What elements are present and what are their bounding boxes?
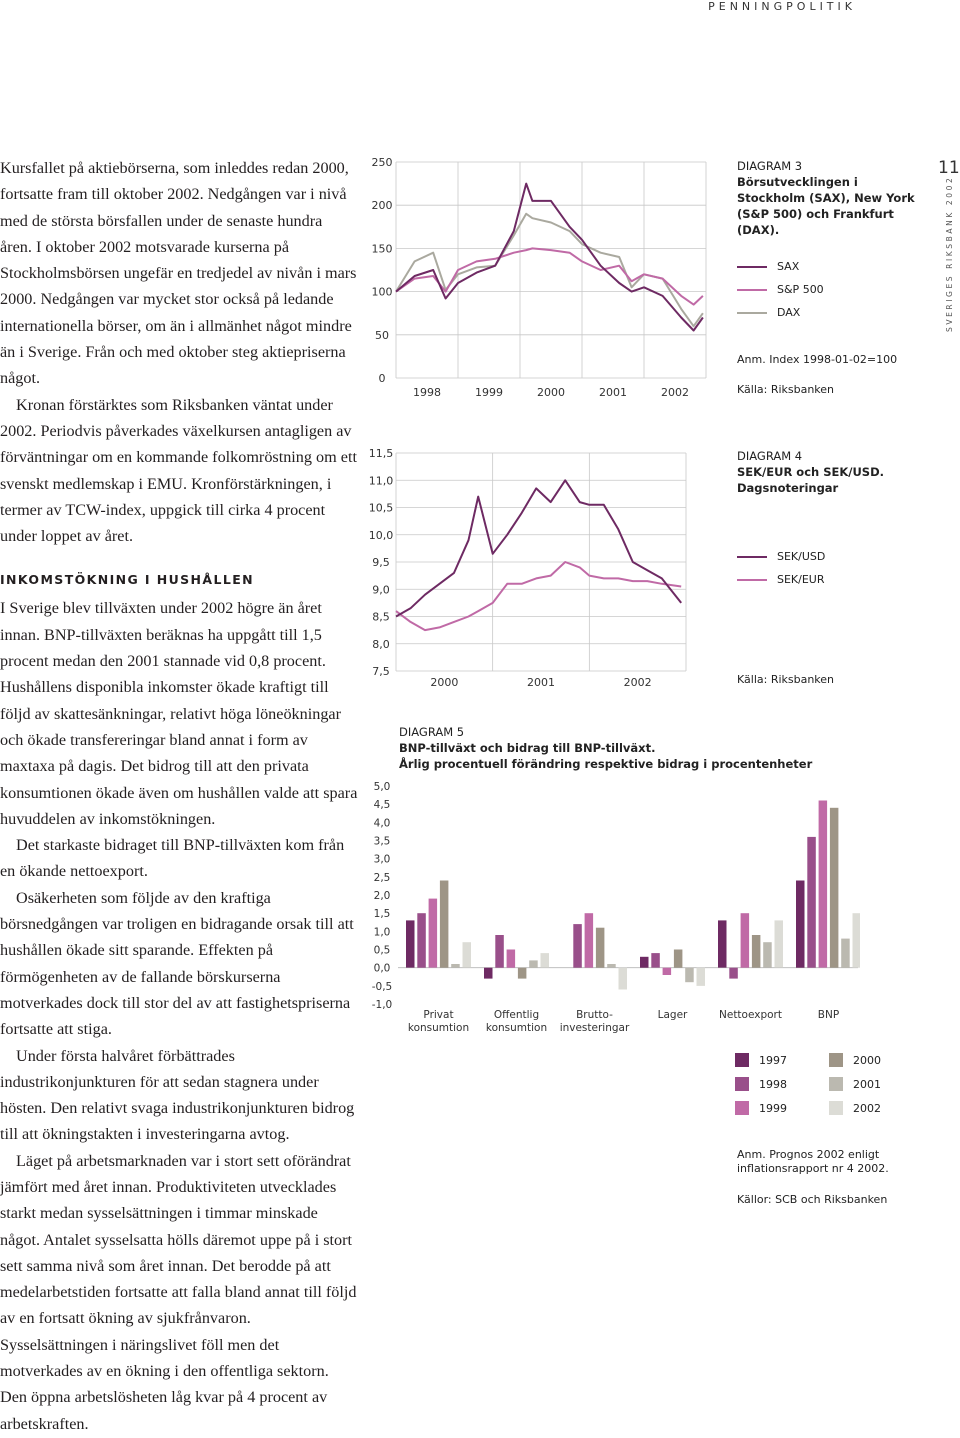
y-tick-label: 4,0 bbox=[373, 817, 391, 830]
y-tick-label: 250 bbox=[371, 156, 393, 169]
legend-label: S&P 500 bbox=[777, 283, 824, 296]
bar-1999 bbox=[819, 801, 828, 968]
diagram3-label: DIAGRAM 3 bbox=[737, 159, 803, 173]
category-label: konsumtion bbox=[485, 1022, 548, 1034]
diagram3-caption bbox=[737, 158, 922, 238]
y-tick-label: 10,0 bbox=[368, 528, 394, 542]
y-tick-label: 2,0 bbox=[373, 890, 391, 902]
category-label: Brutto- bbox=[576, 1009, 613, 1021]
page-number: 11 bbox=[938, 158, 960, 178]
y-tick-label: 0,0 bbox=[373, 962, 391, 975]
y-tick-label: 9,0 bbox=[372, 583, 390, 597]
series-line-sekusd bbox=[396, 480, 681, 616]
diagram4-legend bbox=[737, 545, 825, 591]
bar-1997 bbox=[406, 920, 415, 967]
y-tick-label: 9,5 bbox=[372, 556, 390, 569]
legend-item-sax bbox=[737, 255, 824, 278]
paragraph-7: Läget på arbetsmarknaden var i stort sett oförändrat jämfört med året innan. Produktiviteten utvecklades starkt medan sysselsättningen i timmar minskade något. Antalet sysselsatta hölls däremot uppe på i stort sett samma nivå som året innan. Det berodde på att medelarbetstiden fortsatte att falla bland annat till följd av en fortsatt ökning av sjukfrånvaron. Sysselsättningen i näringslivet föll men det motverkades av en ökning i den offentliga sektorn. Den öppna arbetslösheten låg kvar på 4 procent av arbetskraften. bbox=[0, 1151, 357, 1433]
y-tick-label: 8,5 bbox=[372, 610, 390, 624]
bar-2001 bbox=[529, 960, 538, 967]
y-tick-label: 3,5 bbox=[373, 835, 391, 848]
legend-item-1997 bbox=[735, 1053, 787, 1067]
bar-2000 bbox=[752, 935, 761, 968]
diagram4-chart bbox=[360, 445, 720, 693]
bar-2001 bbox=[763, 942, 772, 967]
x-tick-label: 1998 bbox=[413, 386, 441, 399]
bar-2002 bbox=[853, 913, 861, 968]
bar-1998 bbox=[417, 913, 426, 968]
bar-2002 bbox=[775, 920, 784, 967]
paragraph-5: Osäkerheten som följde av den kraftiga börsnedgången var troligen en bidragande orsak till att hushållen ökade sitt sparande. Effekten på förmögenheten av de fallande börskurserna motverkades dock till stor del av att fastighetspriserna fortsatte att stiga. bbox=[0, 888, 354, 1039]
legend-item-sekusd bbox=[737, 545, 825, 568]
category-label: investeringar bbox=[559, 1022, 630, 1034]
y-tick-label: 8,0 bbox=[372, 637, 390, 651]
diagram5-subtitle: Årlig procentuell förändring respektive bidrag i procentenheter bbox=[399, 757, 813, 771]
legend-swatch bbox=[737, 556, 767, 558]
diagram3-chart bbox=[360, 150, 720, 406]
diagram3-note: Anm. Index 1998-01-02=100 bbox=[737, 353, 898, 366]
x-tick-label: 2001 bbox=[599, 386, 627, 399]
legend-label: 1999 bbox=[759, 1101, 787, 1115]
y-tick-label: 1,5 bbox=[373, 908, 391, 921]
bar-1997 bbox=[484, 968, 493, 979]
x-tick-label: 2001 bbox=[527, 676, 555, 689]
category-label: BNP bbox=[817, 1009, 840, 1021]
legend-label: SEK/USD bbox=[777, 550, 826, 563]
bar-2001 bbox=[685, 968, 694, 983]
running-header: PENNINGPOLITIK bbox=[708, 0, 856, 13]
x-tick-label: 1999 bbox=[475, 386, 503, 399]
legend-swatch bbox=[735, 1053, 749, 1067]
series-line-sax bbox=[396, 184, 703, 331]
bar-1997 bbox=[718, 920, 727, 967]
y-tick-label: 0,5 bbox=[373, 944, 391, 957]
paragraph-1: Kursfallet på aktiebörserna, som inleddes redan 2000, fortsatte fram till oktober 2002. Nedgången var i nivå med de största börsfallen under de senaste hundra åren. I oktober 2002 motsvarade kurserna på Stockholmsbörsen ungefär en tredjedel av nivån i mars 2000. Nedgången var mycket stor också på ledande internationella börser, om än i allmänhet något mindre än i Sverige. Från och med oktober steg aktiepriserna något. bbox=[0, 159, 357, 388]
legend-item-sp500 bbox=[737, 278, 824, 301]
bar-1999 bbox=[585, 913, 594, 968]
bar-1998 bbox=[807, 837, 816, 968]
x-tick-label: 2002 bbox=[623, 676, 652, 689]
bar-2002 bbox=[619, 968, 628, 990]
legend-item-2000 bbox=[829, 1053, 881, 1067]
y-tick-label: 100 bbox=[371, 285, 393, 299]
y-tick-label: -0,5 bbox=[371, 980, 393, 993]
diagram5-source: Källor: SCB och Riksbanken bbox=[737, 1193, 888, 1206]
bar-2001 bbox=[451, 964, 460, 968]
bar-1998 bbox=[651, 953, 660, 968]
legend-label: SEK/EUR bbox=[777, 573, 825, 586]
y-tick-label: 0 bbox=[378, 372, 386, 385]
bar-2000 bbox=[596, 928, 605, 968]
diagram4-caption bbox=[737, 448, 922, 496]
x-tick-label: 2002 bbox=[661, 386, 689, 399]
legend-swatch bbox=[737, 266, 767, 268]
bar-2000 bbox=[440, 881, 449, 968]
bar-1999 bbox=[429, 899, 438, 968]
legend-swatch bbox=[829, 1077, 843, 1091]
bar-1999 bbox=[507, 950, 515, 968]
bar-2000 bbox=[674, 950, 683, 968]
y-tick-label: 200 bbox=[371, 199, 393, 213]
bar-1998 bbox=[495, 935, 504, 968]
category-label: Nettoexport bbox=[719, 1009, 782, 1021]
section-heading: INKOMSTÖKNING I HUSHÅLLEN bbox=[0, 572, 255, 588]
diagram3-legend bbox=[737, 255, 824, 324]
bar-2001 bbox=[607, 964, 616, 968]
y-tick-label: 50 bbox=[375, 328, 389, 342]
diagram5-legend bbox=[735, 1053, 935, 1123]
y-tick-label: 1,0 bbox=[373, 926, 391, 939]
legend-label: 1998 bbox=[759, 1077, 787, 1091]
y-tick-label: 4,5 bbox=[373, 799, 391, 812]
legend-swatch bbox=[737, 579, 767, 581]
paragraph-6: Under första halvåret förbättrades industrikonjunkturen för att sedan stagnera under hösten. Den relativt svaga industrikonjunkturen bidrog till att ökningstakten i investeringarna avtog. bbox=[0, 1046, 355, 1144]
y-tick-label: -1,0 bbox=[371, 999, 393, 1011]
bar-1997 bbox=[640, 957, 649, 968]
legend-label: 2002 bbox=[853, 1101, 881, 1115]
y-tick-label: 10,5 bbox=[368, 501, 394, 515]
legend-label: 2000 bbox=[853, 1053, 881, 1067]
bar-2000 bbox=[518, 968, 527, 979]
diagram5-caption bbox=[399, 724, 819, 772]
category-label: Offentlig bbox=[493, 1009, 540, 1021]
category-label: Lager bbox=[657, 1009, 688, 1021]
diagram4-label: DIAGRAM 4 bbox=[737, 449, 803, 463]
paragraph-2: Kronan förstärktes som Riksbanken väntat under 2002. Periodvis påverkades växelkursen antagligen av förväntningar om en kommande folkomröstning om ett svenskt medlemskap i EMU. Kronförstärkningen, i termer av TCW-index, uppgick till cirka 4 procent under loppet av året. bbox=[0, 395, 357, 546]
bar-1998 bbox=[729, 968, 738, 979]
series-line-dax bbox=[396, 214, 703, 326]
bar-1999 bbox=[741, 913, 750, 968]
diagram5-note: Anm. Prognos 2002 enligt inflationsrapport nr 4 2002. bbox=[737, 1148, 889, 1175]
legend-swatch bbox=[735, 1077, 749, 1091]
legend-swatch bbox=[829, 1101, 843, 1115]
bar-2002 bbox=[697, 968, 706, 986]
x-tick-label: 2000 bbox=[430, 676, 459, 689]
category-label: konsumtion bbox=[407, 1022, 470, 1034]
legend-item-sekeur bbox=[737, 568, 825, 591]
series-line-sekeur bbox=[396, 562, 681, 630]
legend-swatch bbox=[737, 312, 767, 314]
x-tick-label: 2000 bbox=[537, 386, 565, 399]
bar-1997 bbox=[796, 881, 805, 968]
paragraph-4: Det starkaste bidraget till BNP-tillväxten kom från en ökande nettoexport. bbox=[0, 836, 345, 881]
y-tick-label: 11,0 bbox=[368, 474, 394, 488]
legend-item-2002 bbox=[829, 1101, 881, 1115]
legend-label: 1997 bbox=[759, 1053, 787, 1067]
bar-2001 bbox=[841, 939, 850, 968]
diagram5-label: DIAGRAM 5 bbox=[399, 725, 465, 739]
y-tick-label: 7,5 bbox=[372, 665, 390, 678]
diagram5-title: BNP-tillväxt och bidrag till BNP-tillväxt. bbox=[399, 741, 656, 755]
legend-item-1998 bbox=[735, 1077, 787, 1091]
y-tick-label: 150 bbox=[371, 242, 393, 256]
diagram4-title: SEK/EUR och SEK/USD. Dagsnoteringar bbox=[737, 465, 884, 495]
paragraph-3: I Sverige blev tillväxten under 2002 högre än året innan. BNP-tillväxten beräknas ha uppgått till 1,5 procent medan den 2001 stannade vid 0,8 procent. Hushållens disponibla inkomster ökade kraftigt till följd av skattesänkningar, relativt höga löneökningar och ökade transfereringar bland annat i form av maxtaxa på dagis. Det bidrog till att den privata konsumtionen ökade även om hushållen valde att spara huvuddelen av inkomstökningen. bbox=[0, 599, 358, 828]
vertical-publisher-mark: SVERIGES RIKSBANK 2002 bbox=[945, 175, 954, 332]
legend-label: 2001 bbox=[853, 1077, 881, 1091]
bar-1998 bbox=[573, 924, 582, 968]
y-tick-label: 2,5 bbox=[373, 871, 391, 884]
legend-item-1999 bbox=[735, 1101, 787, 1115]
legend-label: SAX bbox=[777, 260, 800, 273]
category-label: Privat bbox=[423, 1009, 454, 1021]
diagram3-title: Börsutvecklingen i Stockholm (SAX), New York (S&P 500) och Frankfurt (DAX). bbox=[737, 175, 915, 237]
bar-1999 bbox=[663, 968, 672, 975]
legend-swatch bbox=[829, 1053, 843, 1067]
legend-swatch bbox=[737, 289, 767, 291]
legend-label: DAX bbox=[777, 306, 801, 319]
body-text-column bbox=[0, 155, 358, 1437]
diagram4-source: Källa: Riksbanken bbox=[737, 673, 835, 686]
y-tick-label: 5,0 bbox=[373, 781, 391, 793]
legend-item-dax bbox=[737, 301, 824, 324]
legend-item-2001 bbox=[829, 1077, 881, 1091]
bar-2002 bbox=[463, 942, 472, 967]
diagram5-chart bbox=[360, 778, 860, 1040]
bar-2002 bbox=[541, 953, 550, 968]
diagram3-source: Källa: Riksbanken bbox=[737, 383, 835, 396]
y-tick-label: 3,0 bbox=[373, 853, 391, 866]
bar-2000 bbox=[830, 808, 839, 968]
legend-swatch bbox=[735, 1101, 749, 1115]
y-tick-label: 11,5 bbox=[368, 447, 394, 460]
